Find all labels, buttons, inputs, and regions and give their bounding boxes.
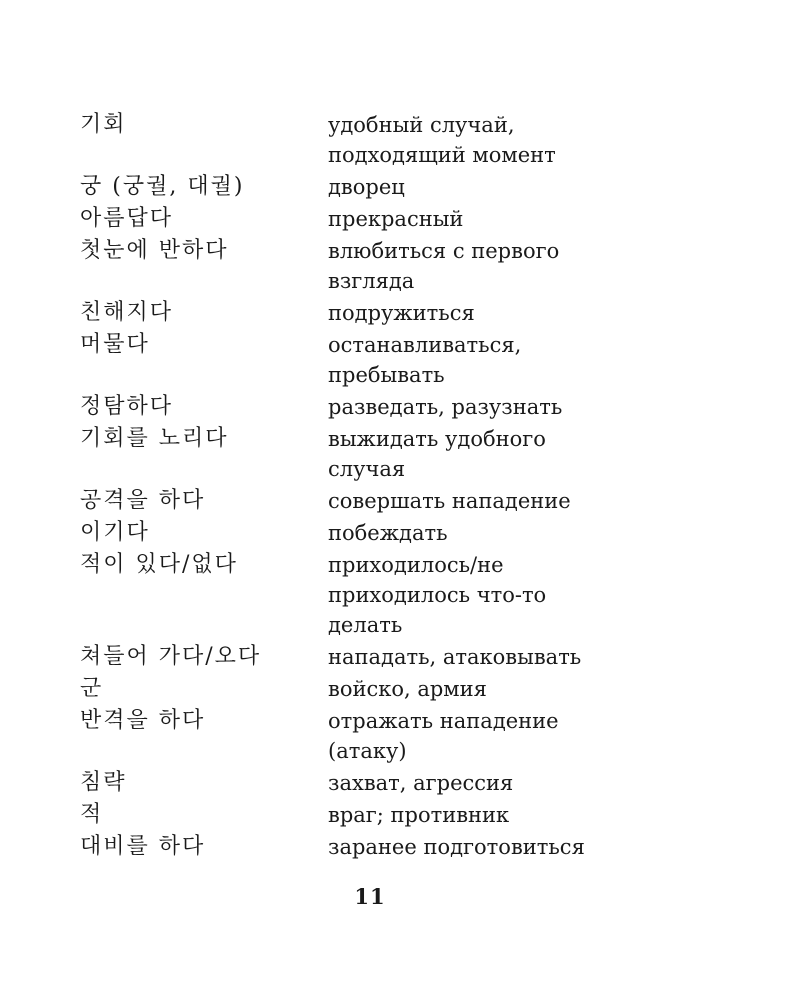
korean-term: 공격을 하다 bbox=[80, 488, 206, 513]
russian-meaning: подружиться bbox=[328, 301, 475, 325]
vocabulary-entry bbox=[80, 486, 680, 516]
russian-meaning: дворец bbox=[328, 175, 405, 199]
korean-term: 친해지다 bbox=[80, 300, 174, 325]
korean-term: 정탐하다 bbox=[80, 394, 174, 419]
russian-meaning: побеждать bbox=[328, 521, 448, 545]
korean-term: 궁 (궁궐, 대궐) bbox=[80, 174, 245, 199]
russian-meaning: враг; противник bbox=[328, 803, 510, 827]
vocabulary-entry bbox=[80, 298, 680, 328]
russian-meaning: заранее подготовиться bbox=[328, 835, 585, 859]
korean-term: 머물다 bbox=[80, 332, 150, 357]
korean-term: 첫눈에 반하다 bbox=[80, 238, 229, 263]
russian-meaning: отражать нападение (атаку) bbox=[328, 709, 559, 763]
korean-term: 기회를 노리다 bbox=[80, 426, 229, 451]
korean-term: 기회 bbox=[80, 112, 127, 137]
russian-meaning: прекрасный bbox=[328, 207, 464, 231]
vocabulary-entry bbox=[80, 550, 680, 640]
russian-meaning: выжидать удобного случая bbox=[328, 427, 546, 481]
vocabulary-entry bbox=[80, 832, 680, 862]
russian-meaning: разведать, разузнать bbox=[328, 395, 563, 419]
korean-term: 대비를 하다 bbox=[80, 834, 206, 859]
russian-meaning: войско, армия bbox=[328, 677, 487, 701]
vocabulary-entry bbox=[80, 330, 680, 390]
vocabulary-entry bbox=[80, 768, 680, 798]
korean-term: 적이 있다/없다 bbox=[80, 552, 238, 577]
vocabulary-entry bbox=[80, 392, 680, 422]
vocabulary-entry bbox=[80, 706, 680, 766]
korean-term: 쳐들어 가다/오다 bbox=[80, 644, 262, 669]
russian-meaning: совершать нападение bbox=[328, 489, 571, 513]
russian-meaning: захват, агрессия bbox=[328, 771, 514, 795]
vocabulary-entry bbox=[80, 518, 680, 548]
korean-term: 적 bbox=[80, 802, 104, 827]
korean-term: 군 bbox=[80, 676, 104, 701]
korean-term: 침략 bbox=[80, 770, 127, 795]
vocabulary-entry bbox=[80, 800, 680, 830]
russian-meaning: удобный случай, подходящий момент bbox=[328, 113, 556, 167]
vocabulary-entry bbox=[80, 172, 680, 202]
korean-term: 반격을 하다 bbox=[80, 708, 206, 733]
korean-term: 아름답다 bbox=[80, 206, 174, 231]
vocabulary-entry bbox=[80, 674, 680, 704]
russian-meaning: нападать, атаковывать bbox=[328, 645, 582, 669]
korean-term: 이기다 bbox=[80, 520, 150, 545]
vocabulary-entry bbox=[80, 204, 680, 234]
vocabulary-entry bbox=[80, 110, 680, 170]
russian-meaning: останавливаться, пребывать bbox=[328, 333, 522, 387]
russian-meaning: влюбиться с первого взгляда bbox=[328, 239, 560, 293]
page-number: 11 bbox=[354, 884, 386, 909]
vocabulary-entry bbox=[80, 424, 680, 484]
vocabulary-list bbox=[80, 110, 680, 862]
vocabulary-entry bbox=[80, 236, 680, 296]
russian-meaning: приходилось/не приходилось что-то делать bbox=[328, 553, 547, 637]
vocabulary-entry bbox=[80, 642, 680, 672]
